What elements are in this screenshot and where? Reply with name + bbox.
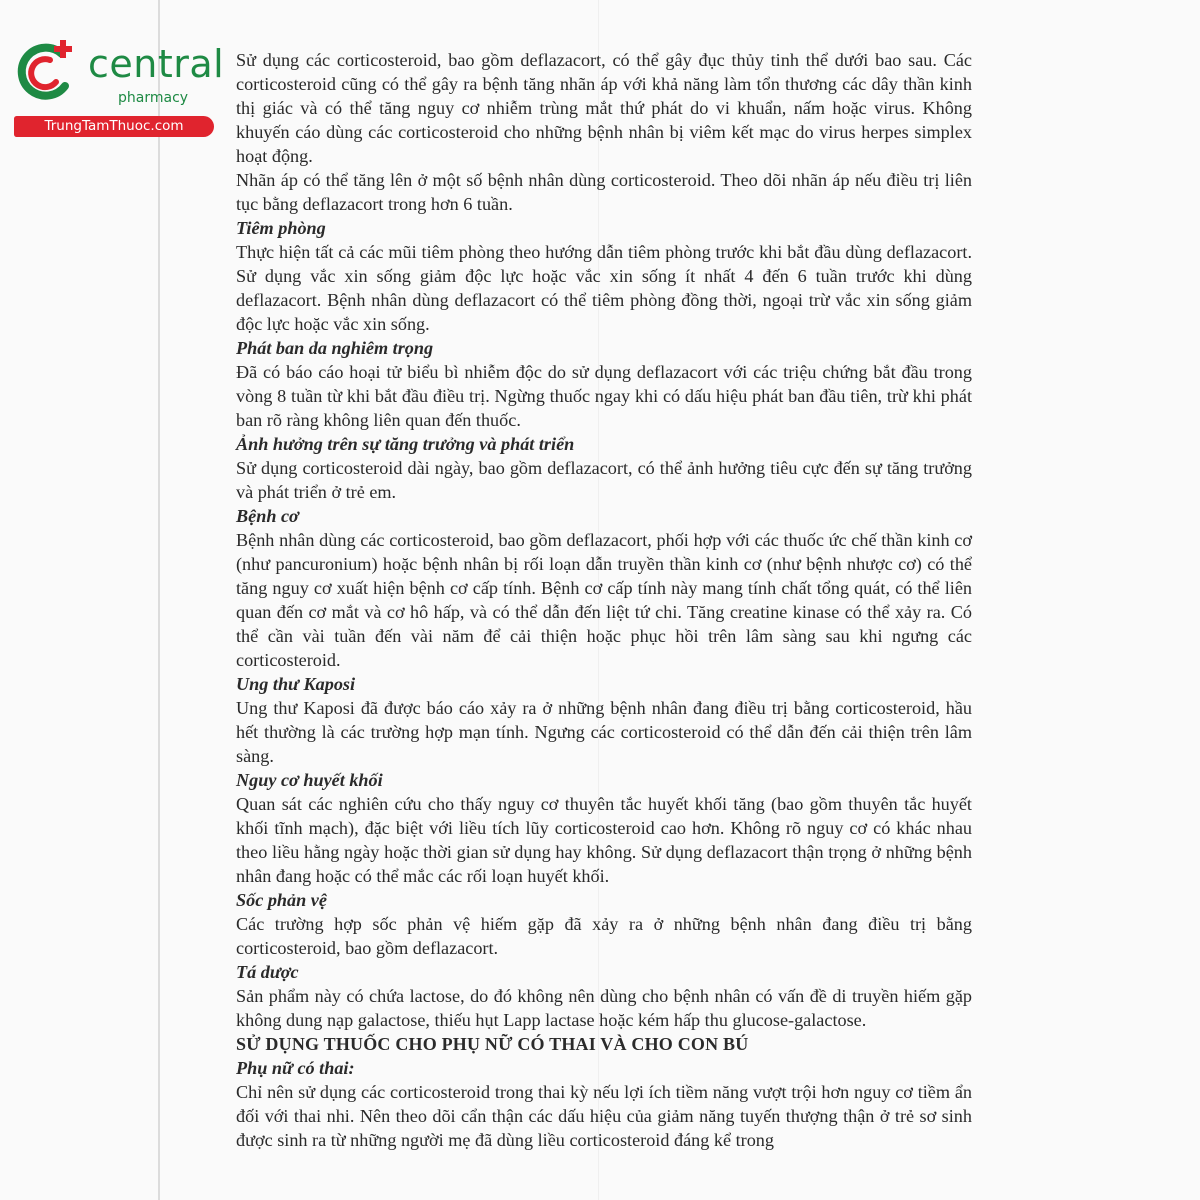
logo-c-plus-icon bbox=[10, 36, 82, 108]
paragraph-thrombosis: Quan sát các nghiên cứu cho thấy nguy cơ thuyên tắc huyết khối tăng (bao gồm thuyên tắc huyết khối tĩnh mạch), đặc biệt với liều tích lũy corticosteroid cao hơn. Không rõ nguy cơ có khác nhau theo liều hằng ngày hoặc thời gian sử dụng hay không. Sử dụng deflazacort thận trọng ở những bệnh nhân đang hoặc có thể mắc các rối loạn huyết khối. bbox=[236, 794, 972, 886]
heading-vaccination: Tiêm phòng bbox=[236, 218, 326, 238]
paragraph-pregnant-women: Chỉ nên sử dụng các corticosteroid trong thai kỳ nếu lợi ích tiềm năng vượt trội hơn nguy cơ tiềm ẩn đối với thai nhi. Nên theo dõi cẩn thận các dấu hiệu của giảm năng tuyến thượng thận ở trẻ sơ sinh được sinh ra từ những người mẹ đã dùng liều corticosteroid đáng kể trong bbox=[236, 1082, 972, 1150]
paragraph-excipients: Sản phẩm này có chứa lactose, do đó không nên dùng cho bệnh nhân có vấn đề di truyền hiếm gặp không dung nạp galactose, thiếu hụt Lapp lactase hoặc kém hấp thu glucose-galactose. bbox=[236, 986, 972, 1030]
paragraph-myopathy: Bệnh nhân dùng các corticosteroid, bao gồm deflazacort, phối hợp với các thuốc ức chế thần kinh cơ (như pancuronium) hoặc bệnh nhân bị rối loạn dẫn truyền thần kinh cơ (như bệnh nhược cơ) có thể tăng nguy cơ xuất hiện bệnh cơ cấp tính. Bệnh cơ cấp tính này mang tính chất tổng quát, có thể liên quan đến cơ mắt và cơ hô hấp, và có thể dẫn đến liệt tứ chi. Tăng creatine kinase có thể xảy ra. Có thể cần vài tuần đến vài năm để cải thiện hoặc phục hồi trên lâm sàng sau khi ngưng các corticosteroid. bbox=[236, 530, 972, 670]
logo-subtitle: pharmacy bbox=[118, 90, 189, 106]
section-title-pregnancy: SỬ DỤNG THUỐC CHO PHỤ NỮ CÓ THAI VÀ CHO CON BÚ bbox=[236, 1034, 749, 1054]
paragraph-vaccination: Thực hiện tất cả các mũi tiêm phòng theo hướng dẫn tiêm phòng trước khi bắt đầu dùng deflazacort. Sử dụng vắc xin sống giảm độc lực hoặc vắc xin sống ít nhất 4 đến 6 tuần trước khi dùng deflazacort. Bệnh nhân dùng deflazacort có thể tiêm phòng đồng thời, ngoại trừ vắc xin sống giảm độc lực hoặc vắc xin sống. bbox=[236, 242, 972, 334]
paragraph-growth: Sử dụng corticosteroid dài ngày, bao gồm deflazacort, có thể ảnh hưởng tiêu cực đến sự tăng trưởng và phát triển ở trẻ em. bbox=[236, 458, 972, 502]
paragraph-skin-rash: Đã có báo cáo hoại tử biểu bì nhiễm độc do sử dụng deflazacort với các triệu chứng bắt đầu trong vòng 8 tuần từ khi bắt đầu điều trị. Ngừng thuốc ngay khi có dấu hiệu phát ban đầu tiên, trừ khi phát ban rõ ràng không liên quan đến thuốc. bbox=[236, 362, 972, 430]
logo-site-banner: TrungTamThuoc.com bbox=[14, 116, 214, 137]
heading-skin-rash: Phát ban da nghiêm trọng bbox=[236, 338, 434, 358]
heading-thrombosis: Nguy cơ huyết khối bbox=[236, 770, 383, 790]
logo-wordmark: central bbox=[88, 42, 225, 86]
heading-anaphylaxis: Sốc phản vệ bbox=[236, 890, 327, 910]
central-pharmacy-logo bbox=[10, 36, 225, 136]
heading-pregnant-women: Phụ nữ có thai: bbox=[236, 1058, 355, 1078]
heading-excipients: Tá dược bbox=[236, 962, 299, 982]
heading-growth: Ảnh hưởng trên sự tăng trưởng và phát triển bbox=[236, 434, 575, 454]
paragraph-kaposi: Ung thư Kaposi đã được báo cáo xảy ra ở những bệnh nhân đang điều trị bằng corticosteroid, hầu hết thường là các trường hợp mạn tính. Ngưng các corticosteroid có thể dẫn đến cải thiện trên lâm sàng. bbox=[236, 698, 972, 766]
paragraph-eye-pressure: Nhãn áp có thể tăng lên ở một số bệnh nhân dùng corticosteroid. Theo dõi nhãn áp nếu điều trị liên tục bằng deflazacort trong hơn 6 tuần. bbox=[236, 170, 972, 214]
page-fold-line bbox=[158, 0, 160, 1200]
heading-kaposi: Ung thư Kaposi bbox=[236, 674, 356, 694]
paragraph-anaphylaxis: Các trường hợp sốc phản vệ hiếm gặp đã xảy ra ở những bệnh nhân đang điều trị bằng corticosteroid, bao gồm deflazacort. bbox=[236, 914, 972, 958]
document-text bbox=[236, 48, 972, 1152]
heading-myopathy: Bệnh cơ bbox=[236, 506, 299, 526]
paragraph-cataract: Sử dụng các corticosteroid, bao gồm deflazacort, có thể gây đục thủy tinh thể dưới bao sau. Các corticosteroid cũng có thể gây ra bệnh tăng nhãn áp với khả năng làm tổn thương các dây thần kinh thị giác và có thể tăng nguy cơ nhiễm trùng mắt thứ phát do vi khuẩn, nấm hoặc virus. Không khuyến cáo dùng các corticosteroid cho những bệnh nhân bị viêm kết mạc do virus herpes simplex hoạt động. bbox=[236, 50, 972, 166]
